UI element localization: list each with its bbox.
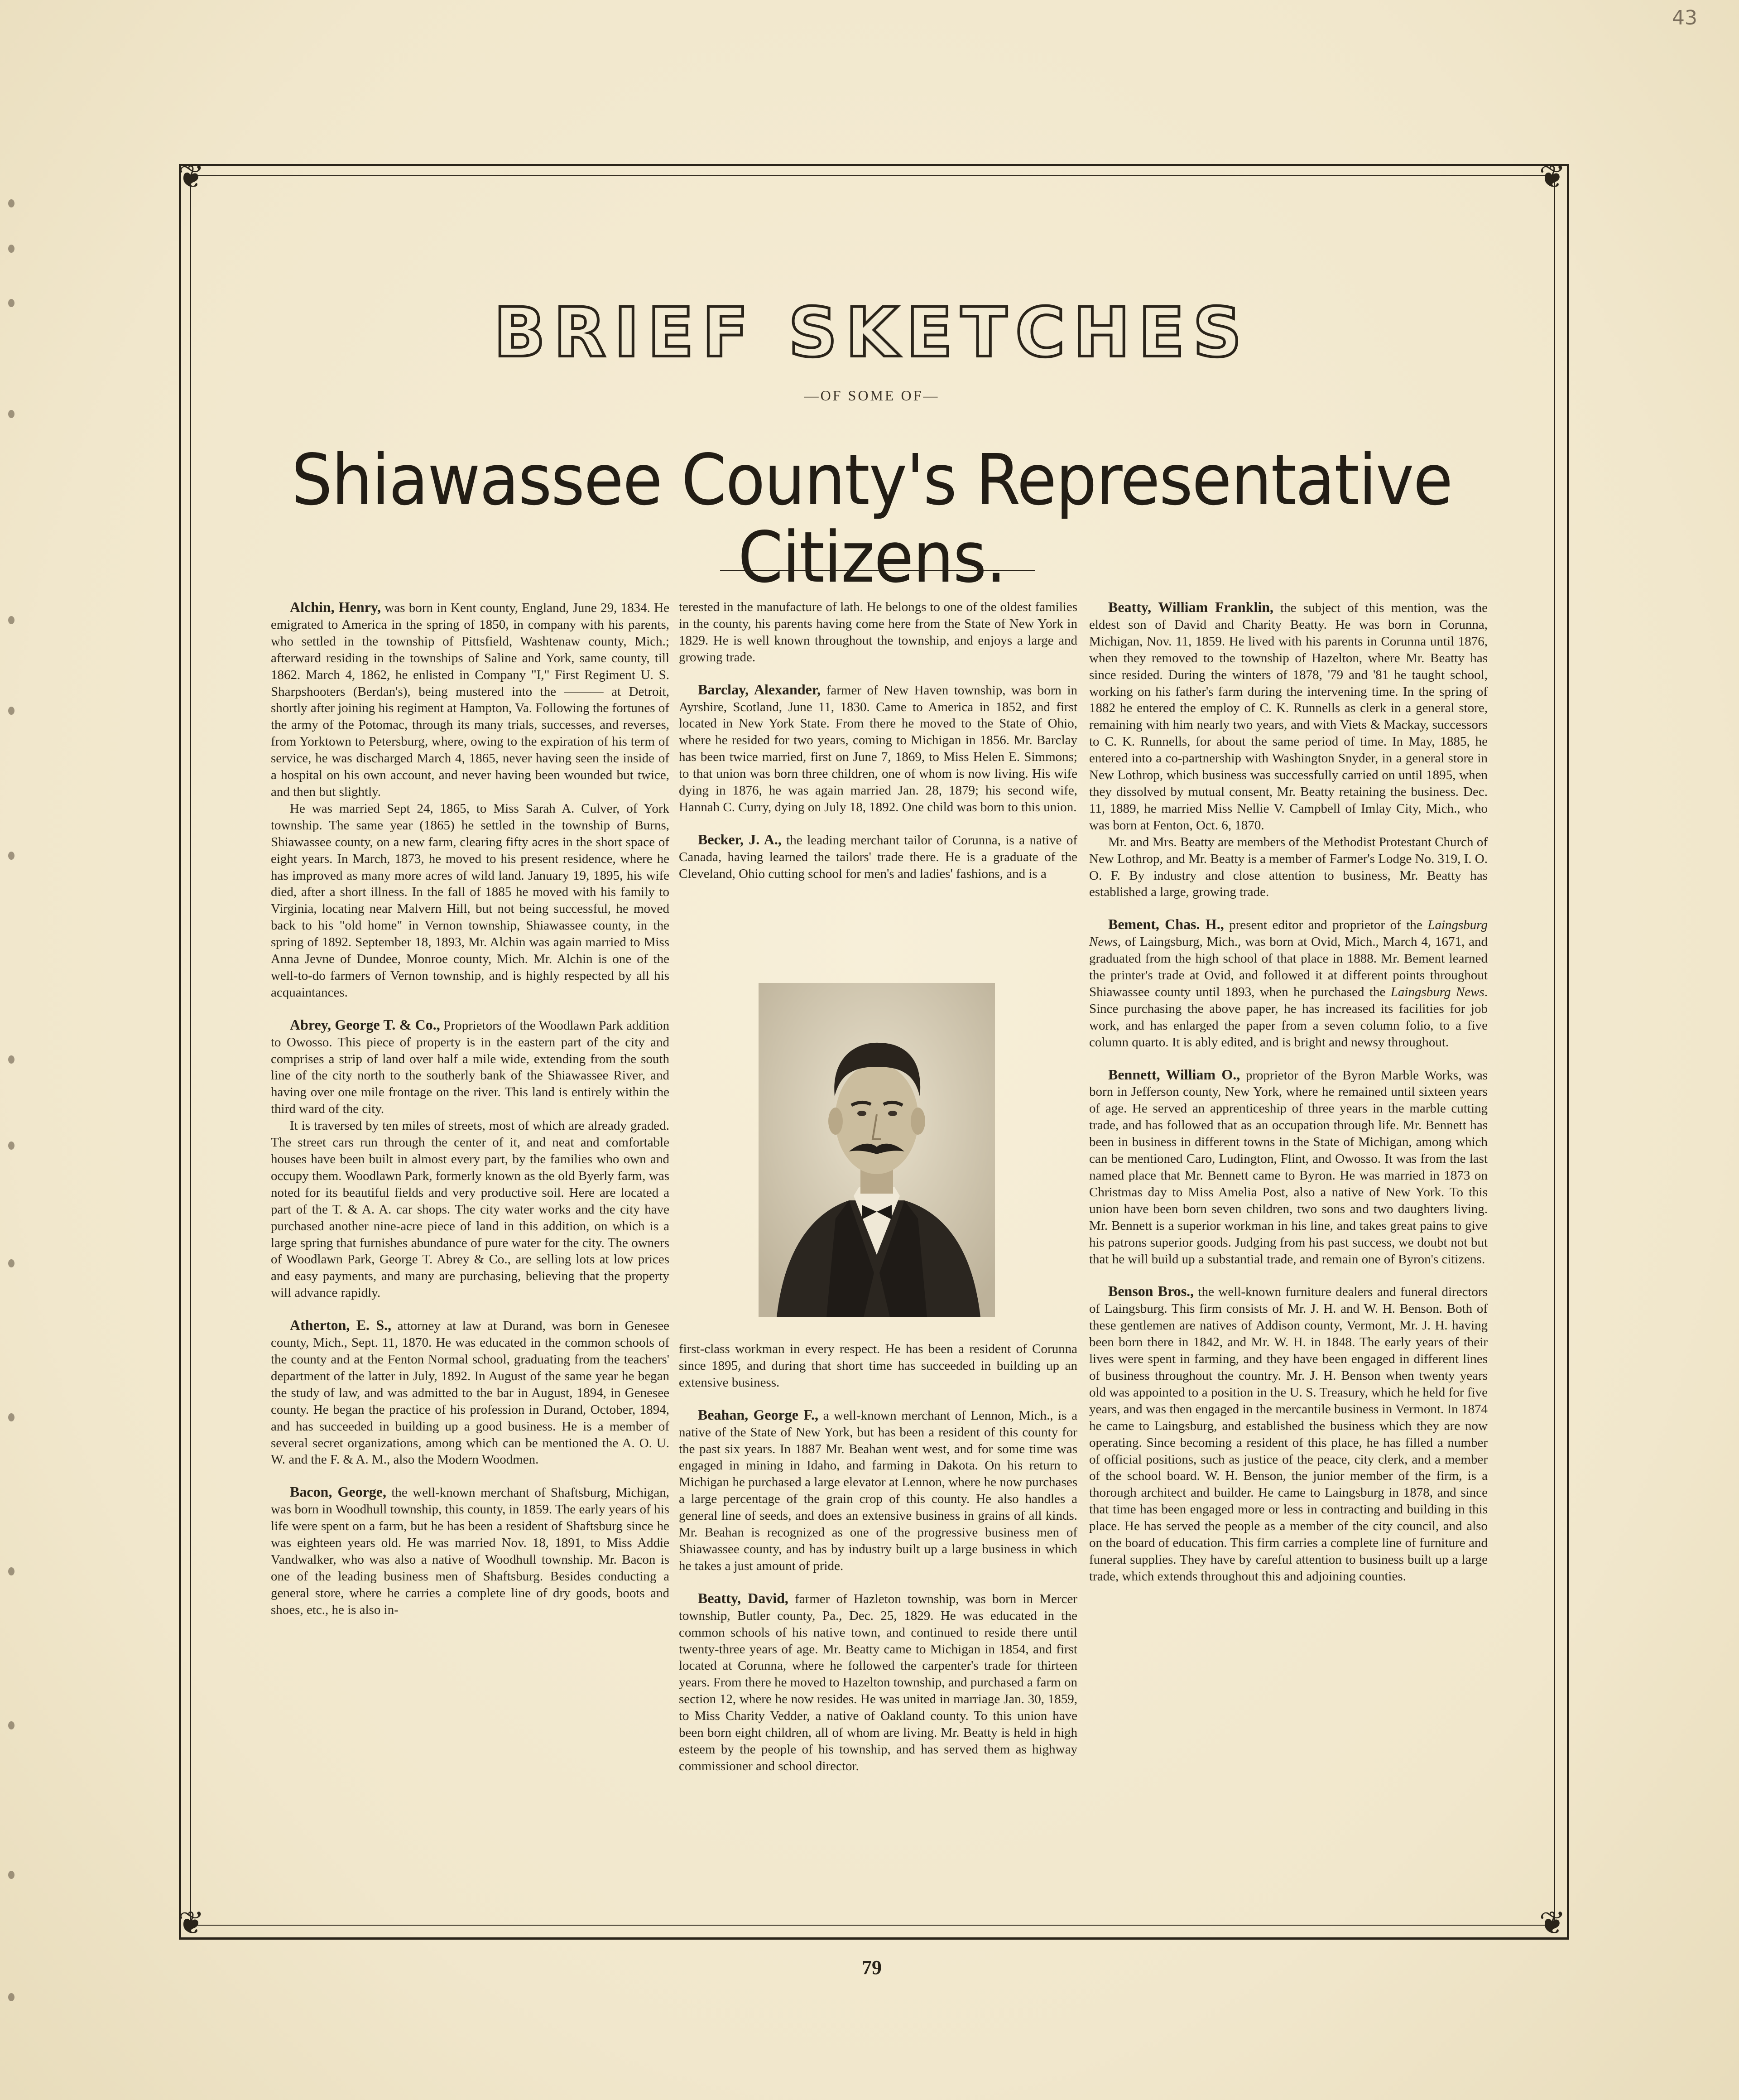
entry-name: Beatty, David, [698, 1589, 788, 1606]
entry-name: Beahan, George F., [698, 1406, 818, 1423]
entry-text: farmer of Hazleton township, was born in Mercer township, Butler county, Pa., Dec. 25, 1829. He was educated in the common schools of his native town, and continued to reside there until twenty-three years of age. Mr. Beatty came to Michigan in 1854, and first located at Corunna, where he followed the carpenter's trade for thirteen years. From there he moved to Hazelton township, and purchased a farm on section 12, where he now resides. He was united in marriage Jan. 30, 1859, to Miss Charity Vedder, a native of Oakland county. To this union have been born eight children, all of whom are living. Mr. Beatty is held in high esteem by the people of his township, and has served them as highway commissioner and school director. [679, 1591, 1078, 1773]
text-column-2-bottom [679, 1341, 1077, 1775]
text-column-2-top [679, 599, 1077, 882]
entry-text: farmer of New Haven township, was born in Ayrshire, Scotland, June 11, 1830. Came to America in 1852, and first located in New York State. From there he moved to the State of Ohio, where he resided for two years, coming to Michigan in 1856. Mr. Barclay has been twice married, first on June 7, 1869, to Miss Helen E. Simmons; to that union was born three children, one of whom is now living. His wife dying in 1876, he was again married Jan. 28, 1879; his second wife, Hannah C. Curry, dying on July 18, 1892. One child was born to this union. [679, 683, 1078, 814]
portrait-photo [759, 983, 995, 1317]
entry-name: Becker, J. A., [698, 831, 782, 848]
entry-text: was born in Kent county, England, June 29, 1834. He emigrated to America in the spring of 1850, in company with his parents, who settled in the township of Pittsfield, Washtenaw county, Mich.; afterward residing in the townships of Saline and York, same county, till 1862. March 4, 1862, he enlisted in Company "I," First Regiment U. S. Sharpshooters (Berdan's), being mustered into the ——— at Detroit, shortly after joining his regiment at Hampton, Va. Following the fortunes of the army of the Potomac, through its many trials, successes, and reverses, from Yorktown to Petersburg, where, owing to the expiration of his term of service, he was discharged March 4, 1865, never having seen the inside of a hospital on his own account, and never having been wounded but twice, and then but slightly. [271, 601, 669, 799]
sketch-entry [1089, 1066, 1488, 1268]
newspaper-title: Laingsburg News [1390, 984, 1484, 999]
entry-text: attorney at law at Durand, was born in Genesee county, Mich., Sept. 11, 1870. He was educated in the common schools of the county and at the Fenton Normal school, graduating from the teachers' department of the latter in July, 1892. In August of the same year he began the study of law, and was admitted to the bar in August, 1894, in Genesee county. He began the practice of his profession in Durand, October, 1894, and has succeeded in building up a good business. He is a member of several secret organizations, among which can be mentioned the A. O. U. W. and the F. & A. M., also the Modern Woodmen. [271, 1319, 670, 1467]
entry-name: Abrey, George T. & Co., [290, 1016, 440, 1033]
sketch-entry [1089, 599, 1488, 834]
sketch-paragraph [679, 1341, 1077, 1391]
title-divider [720, 570, 1035, 571]
entry-text: It is traversed by ten miles of streets, most of which are already graded. The street cars run through the center of it, and neat and comfortable houses have been built in almost every part, by the families who own and occupy them. Woodlawn Park, formerly known as the old Byerly farm, was noted for its beautiful fields and very productive soil. Here are located a part of the T. & A. A. car shops. The city water works and the city have purchased another nine-acre piece of land in this addition, on which is a large spring that furnishes abundance of pure water for the city. The owners of Woodlawn Park, George T. Abrey & Co., are selling lots at low prices and easy payments, and many are purchasing, believing that the property will advance rapidly. [271, 1118, 669, 1300]
sketch-entry [679, 1406, 1077, 1575]
sketch-entry [679, 831, 1077, 882]
portrait-illustration [759, 983, 995, 1317]
sketch-paragraph [1089, 834, 1488, 901]
page-number: 79 [862, 1956, 882, 1979]
entry-name: Benson Bros., [1108, 1283, 1194, 1300]
sketch-entry [271, 1483, 669, 1618]
sketch-entry [271, 1317, 669, 1468]
newspaper-title: Laingsburg News [1089, 918, 1488, 949]
text-column-1 [271, 599, 669, 1618]
entry-name: Barclay, Alexander, [698, 681, 821, 698]
entry-name: Beatty, William Franklin, [1108, 599, 1274, 615]
handwritten-page-mark: 43 [1672, 6, 1697, 29]
entry-name: Bement, Chas. H., [1108, 916, 1224, 933]
entry-text: the well-known merchant of Shaftsburg, Michigan, was born in Woodhull township, this county, in 1859. The early years of his life were spent on a farm, but he has been a resident of Shaftsburg since he was eighteen years old. He was married Nov. 18, 1891, to Miss Addie Vandwalker, who was also a native of Woodhull township. Mr. Bacon is one of the leading business men of Shaftsburg. Besides conducting a general store, where he carries a complete line of dry goods, boots and shoes, etc., he is also in- [271, 1485, 669, 1617]
sketch-entry [271, 599, 669, 800]
entry-text: present editor and proprietor of the Laingsburg News, of Laingsburg, Mich., was born at Ovid, Mich., March 4, 1671, and graduated from the high school of that place in 1888. Mr. Bement learned the printer's trade at Ovid, and followed it at different points throughout Shiawassee county until 1893, when he purchased the Laingsburg News. Since purchasing the above paper, he has increased its facilities for job work, and has enlarged the paper from a seven column folio, to a five column quarto. It is ably edited, and is bright and newsy throughout. [1089, 918, 1488, 1050]
entry-text: Proprietors of the Woodlawn Park addition to Owosso. This piece of property is in the eastern part of the city and comprises a strip of land over half a mile wide, extending from the south line of the city north to the southerly bank of the Shiawassee River, and having over one mile frontage on the river. This land is entirely within the third ward of the city. [271, 1018, 669, 1117]
corner-ornament-icon: ❦ [178, 1904, 205, 1941]
sketch-paragraph [679, 599, 1077, 666]
page-title: BRIEF SKETCHES [494, 294, 1250, 372]
sketch-entry [1089, 916, 1488, 1050]
text-column-3 [1089, 599, 1488, 1585]
sketch-paragraph [271, 800, 669, 1001]
page-headline: Shiawassee County's Representative Citizens. [291, 439, 1452, 598]
entry-text: a well-known merchant of Lennon, Mich., is a native of the State of New York, but has been a resident of this county for the past six years. In 1887 Mr. Beahan went west, and for some time was engaged in mining in Idaho, and farming in Dakota. On his return to Michigan he purchased a large elevator at Lennon, where he now purchases a large percentage of the grain crop of this county. He also handles a general line of seeds, and does an extensive business in grains of all kinds. Mr. Beahan is recognized as one of the progressive business men of Shiawassee county, and has by industry built up a large business in which he takes a just amount of pride. [679, 1408, 1078, 1573]
corner-ornament-icon: ❦ [1539, 1904, 1566, 1941]
sketch-entry [679, 681, 1077, 816]
entry-name: Bennett, William O., [1108, 1066, 1240, 1083]
corner-ornament-icon: ❦ [178, 158, 205, 195]
sketch-entry [1089, 1283, 1488, 1585]
sketch-entry [679, 1590, 1077, 1775]
page-subtitle: —OF SOME OF— [804, 387, 940, 404]
entry-text: the leading merchant tailor of Corunna, is a native of Canada, having learned the tailors' trade there. He is a graduate of the Cleveland, Ohio cutting school for men's and ladies' fashions, and is a [679, 833, 1078, 881]
entry-text: proprietor of the Byron Marble Works, was born in Jefferson county, New York, where he remained until sixteen years of age. He served an apprenticeship of three years in the marble cutting trade, and has followed that as an occupation through life. Mr. Bennett has been in business in different towns in the State of Michigan, among which can be mentioned Caro, Ludington, Flint, and Owosso. It was from the last named place that Mr. Bennett came to Byron. He was married in 1873 on Christmas day to Miss Amelia Post, also a native of New York. To this union have been born seven children, two sons and two daughters living. Mr. Bennett is a superior workman in his line, and takes great pains to give his patrons superior goods. Judging from his past success, we doubt not but that he will build up a substantial trade, and remain one of Byron's citizens. [1089, 1068, 1488, 1267]
corner-ornament-icon: ❦ [1539, 158, 1566, 195]
sketch-paragraph [271, 1117, 669, 1301]
entry-text: terested in the manufacture of lath. He belongs to one of the oldest families in the county, his parents having come here from the State of New York in 1829. He is well known throughout the township, and enjoys a large and growing trade. [679, 600, 1077, 665]
entry-name: Bacon, George, [290, 1483, 386, 1500]
entry-text: Mr. and Mrs. Beatty are members of the Methodist Protestant Church of New Lothrop, and Mr. Beatty is a member of Farmer's Lodge No. 319, I. O. O. F. By industry and close attention to business, Mr. Beatty has established a large, growing trade. [1089, 834, 1488, 900]
entry-text: He was married Sept 24, 1865, to Miss Sarah A. Culver, of York township. The same year (1865) he settled in the township of Burns, Shiawassee county, on a new farm, clearing fifty acres in the short space of eight years. In March, 1873, he moved to his present residence, where he has improved as many more acres of wild land. January 19, 1895, his wife died, after a short illness. In the fall of 1885 he moved with his family to Virginia, locating near Malvern Hill, but not being successful, he moved back to his "old home" in Vernon township, Shiawassee county, in the spring of 1892. September 18, 1893, Mr. Alchin was again married to Miss Anna Jevne of Dundee, Monroe county, Mich. Mr. Alchin is one of the well-to-do farmers of Vernon township, and is highly respected by all his acquaintances. [271, 801, 669, 1000]
entry-text: the well-known furniture dealers and funeral directors of Laingsburg. This firm consists of Mr. J. H. and W. H. Benson. Both of these gentlemen are natives of Addison county, Vermont, Mr. J. H. having been born there in 1842, and Mr. W. H. in 1848. The early years of their lives were spent in farming, and they have been engaged in different lines of business throughout the country. Mr. J. H. Benson when twenty years old was appointed to a position in the U. S. Treasury, which he held for five years, and was then engaged in the mercantile business in Vermont. In 1874 he came to Laingsburg, and established the business which they are now operating. Since becoming a resident of this place, he has filled a number of official positions, such as justice of the peace, city clerk, and a member of the school board. W. H. Benson, the junior member of the firm, is a thorough architect and builder. He came to Laingsburg in 1878, and since that time has been engaged more or less in contracting and building in this place. He has served the people as a member of the city council, and also on the board of education. This firm carries a complete line of furniture and funeral supplies. They have by careful attention to business built up a large trade, which extends throughout this and adjoining counties. [1089, 1285, 1488, 1584]
sketch-entry [271, 1016, 669, 1117]
entry-text: the subject of this mention, was the eldest son of David and Charity Beatty. He was born in Corunna, Michigan, Nov. 11, 1859. He lived with his parents in Corunna until 1876, when they removed to the township of Hazelton, where Mr. Beatty has since resided. During the winters of 1878, '79 and '81 he taught school, working on his father's farm during the intervening time. In the spring of 1882 he entered the employ of C. K. Runnells as clerk in a general store, remaining with him nearly two years, and with Viets & Mackay, successors to C. K. Runnells, for about the same period of time. In May, 1885, he entered into a co-partnership with Washington Snyder, in a general store in New Lothrop, which business was successfully carried on until 1895, when they dissolved by mutual consent, Mr. Beatty retaining the business. Dec. 11, 1889, he married Miss Nellie V. Campbell of Imlay City, Mich., who was born at Fenton, Oct. 6, 1870. [1089, 601, 1488, 833]
entry-name: Atherton, E. S., [290, 1317, 392, 1334]
entry-name: Alchin, Henry, [290, 599, 381, 615]
entry-text: first-class workman in every respect. He has been a resident of Corunna since 1895, and during that short time has succeeded in building up an extensive business. [679, 1342, 1077, 1390]
